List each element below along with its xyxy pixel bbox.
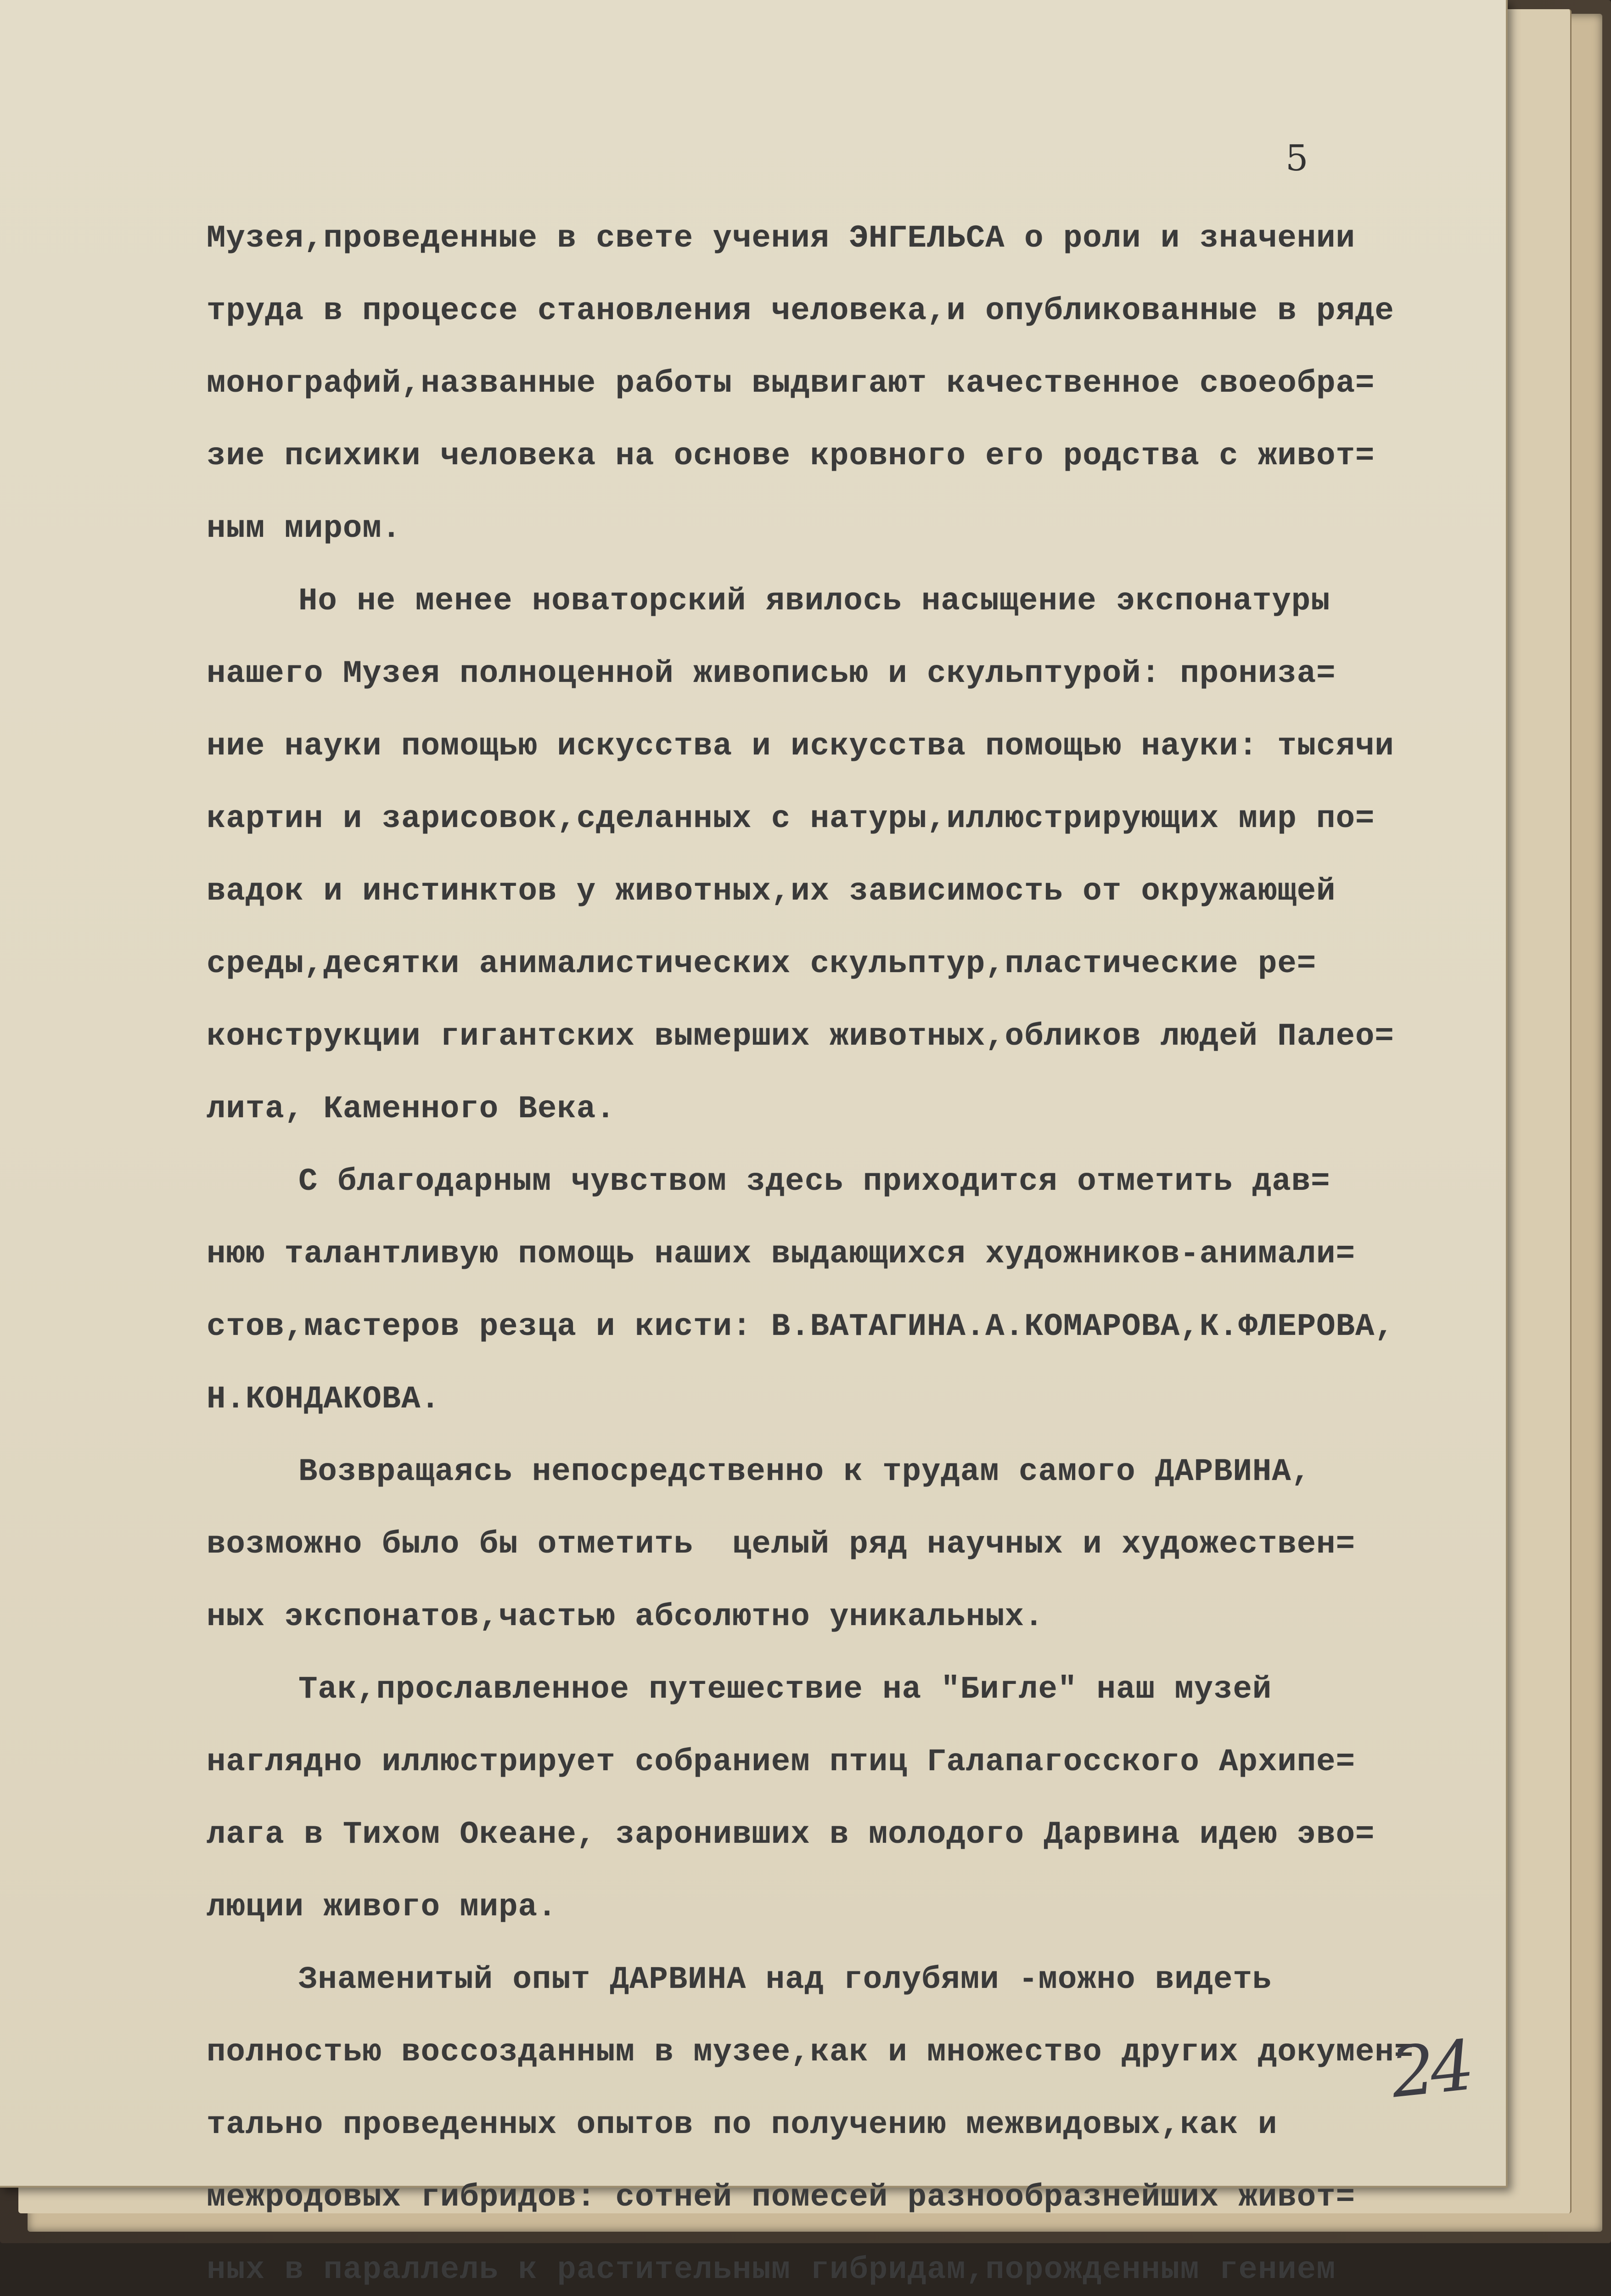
text-line: монографий,названные работы выдвигают качественное своеобра= (207, 366, 1375, 401)
typed-body-text (207, 202, 1455, 2296)
text-line: возможно было бы отметить целый ряд научных и художествен= (207, 1526, 1355, 1562)
text-line: лита, Каменного Века. (207, 1091, 616, 1127)
text-line: С благодарным чувством здесь приходится отметить дав= (298, 1164, 1330, 1199)
page-number: 5 (1285, 138, 1308, 179)
text-line: ных экспонатов,частью абсолютно уникальных. (207, 1599, 1044, 1635)
text-line: конструкции гигантских вымерших животных,обликов людей Палео= (207, 1019, 1394, 1054)
text-line: Так,прославленное путешествие на "Бигле" наш музей (298, 1671, 1272, 1707)
text-line: нашего Музея полноценной живописью и скульптурой: прониза= (207, 656, 1336, 692)
text-line: ние науки помощью искусства и искусства помощью науки: тысячи (207, 728, 1394, 764)
text-line: Музея,проведенные в свете учения ЭНГЕЛЬСА о роли и значении (207, 220, 1355, 256)
text-line: лага в Тихом Океане, заронивших в молодого Дарвина идею эво= (207, 1817, 1375, 1852)
text-line: вадок и инстинктов у животных,их зависимость от окружающей (207, 873, 1336, 909)
text-line: тально проведенных опытов по получению межвидовых,как и (207, 2107, 1278, 2143)
text-line: межродовых гибридов: сотней помесей разнообразнейших живот= (207, 2179, 1355, 2215)
text-line: стов,мастеров резца и кисти: В.ВАТАГИНА.А.КОМАРОВА,К.ФЛЕРОВА, (207, 1309, 1394, 1345)
text-line: зие психики человека на основе кровного его родства с живот= (207, 438, 1375, 474)
text-line: труда в процессе становления человека,и опубликованные в ряде (207, 293, 1394, 329)
text-line: Но не менее новаторский явилось насыщение экспонатуры (298, 583, 1330, 619)
text-line: Возвращаясь непосредственно к трудам самого ДАРВИНА, (298, 1454, 1311, 1490)
text-line: наглядно иллюстрирует собранием птиц Галапагосского Архипе= (207, 1744, 1355, 1780)
text-line: Знаменитый опыт ДАРВИНА над голубями -можно видеть (298, 1962, 1272, 1998)
text-line: картин и зарисовок,сделанных с натуры,иллюстрирующих мир по= (207, 801, 1375, 837)
text-line: среды,десятки анималистических скульптур,пластические ре= (207, 946, 1317, 982)
handwritten-folio-number: 24 (1387, 2026, 1474, 2114)
text-line: люции живого мира. (207, 1889, 557, 1925)
text-line: Н.КОНДАКОВА. (207, 1381, 440, 1417)
text-line: ным миром. (207, 511, 402, 546)
text-line: нюю талантливую помощь наших выдающихся художников-анимали= (207, 1236, 1355, 1272)
text-line: полностью воссозданным в музее,как и множество других докумен= (207, 2034, 1414, 2070)
text-line: ных в параллель к растительным гибридам,порожденным гением (207, 2252, 1336, 2288)
